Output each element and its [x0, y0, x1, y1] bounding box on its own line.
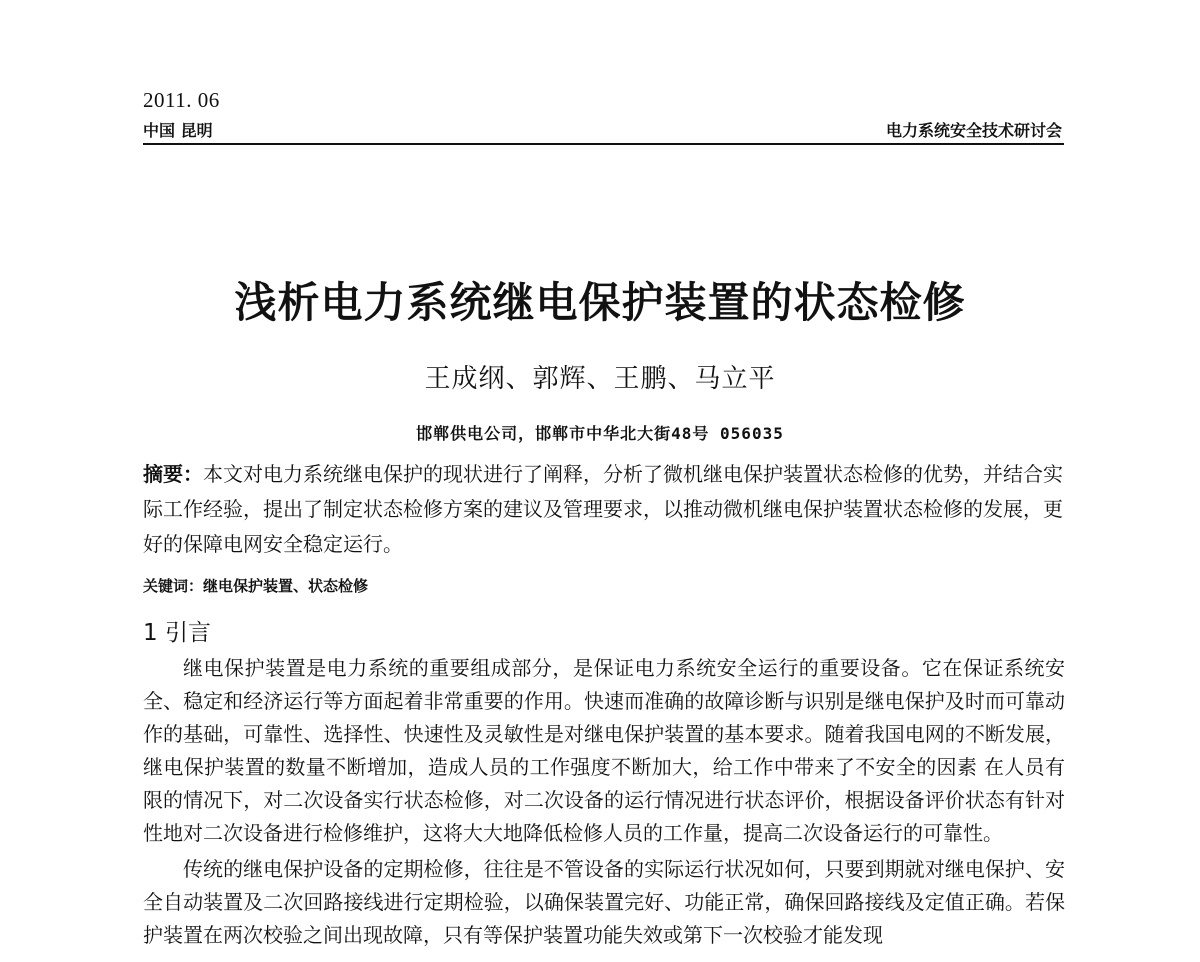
body-paragraph: 继电保护装置是电力系统的重要组成部分，是保证电力系统安全运行的重要设备。它在保证系统安全、稳定和经济运行等方面起着非常重要的作用。快速而准确的故障诊断与识别是继电保护及时而可靠动作的基础，可靠性、选择性、快速性及灵敏性是对继电保护装置的基本要求。随着我国电网的不断发展，继电保护装置的数量不断增加，造成人员的工作强度不断加大，给工作中带来了不安全的因素 在人员有限的情况下，对二次设备实行状态检修，对二次设备的运行情况进行状态评价，根据设备评价状态有针对性地对二次设备进行检修维护，这将大大地降低检修人员的工作量，提高二次设备运行的可靠性。	[143, 656, 1065, 845]
header-rule	[143, 143, 1064, 145]
header-conference: 电力系统安全技术研讨会	[885, 121, 1062, 140]
header-date: 2011. 06	[143, 88, 220, 112]
paper-authors: 王成纲、郭辉、王鹏、马立平	[424, 364, 776, 394]
keywords-label: 关键词：	[143, 577, 204, 595]
section-body	[143, 652, 1065, 952]
abstract	[143, 457, 1065, 562]
section-heading: 1 引言	[143, 620, 211, 646]
paper-affiliation: 邯郸供电公司，邯郸市中华北大街48号 056035	[416, 424, 784, 443]
body-paragraph: 传统的继电保护设备的定期检修，往往是不管设备的实际运行状况如何，只要到期就对继电保护、安全自动装置及二次回路接线进行定期检验，以确保装置完好、功能正常，确保回路接线及定值正确。若保护装置在两次校验之间出现故障，只有等保护装置功能失效或第下一次校验才能发现	[143, 857, 1065, 947]
abstract-label: 摘要：	[143, 462, 203, 486]
header-place: 中国 昆明	[143, 121, 213, 140]
abstract-text: 本文对电力系统继电保护的现状进行了阐释，分析了微机继电保护装置状态检修的优势，并结合实际工作经验，提出了制定状态检修方案的建议及管理要求，以推动微机继电保护装置状态检修的发展，更好的保障电网安全稳定运行。	[143, 462, 1063, 556]
keywords-text: 继电保护装置、状态检修	[203, 577, 369, 595]
paper-title: 浅析电力系统继电保护装置的状态检修	[234, 278, 966, 327]
keywords	[143, 575, 368, 596]
